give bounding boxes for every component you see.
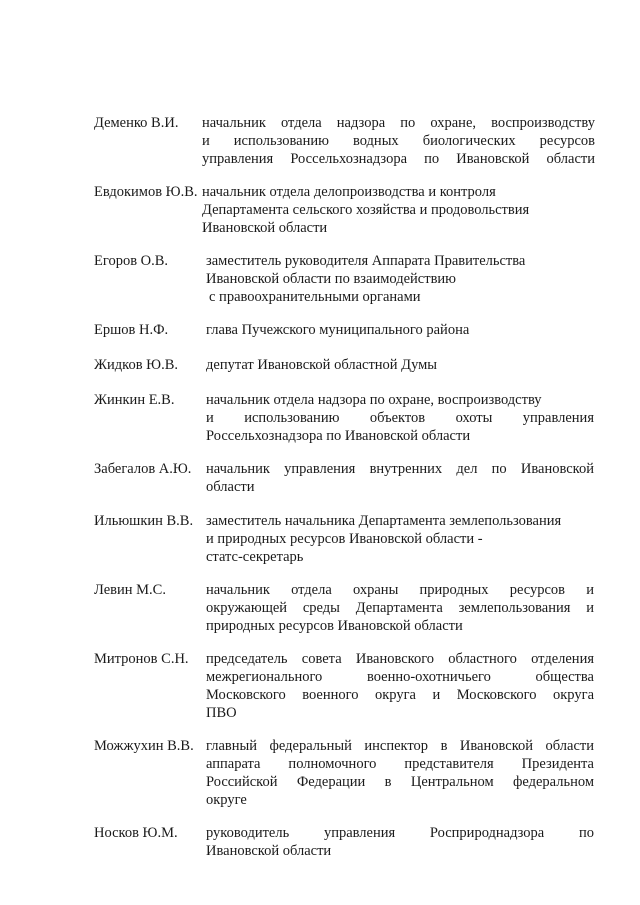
list-item [94, 650, 594, 724]
list-item [94, 356, 594, 376]
position-line: заместитель начальника Департамента землепользования [206, 513, 562, 529]
list-item [94, 737, 594, 811]
position-line: начальник отдела надзора по охране, воспроизводству [206, 392, 542, 408]
position-line: и использованию водных биологических ресурсов [202, 133, 595, 149]
list-item [94, 252, 594, 308]
position-line: председатель совета Ивановского областного отделения [206, 651, 594, 667]
position-line: Московского военного округа и Московского округа [206, 687, 594, 703]
person-name: Можжухин В.В. [94, 738, 194, 754]
position-line: ПВО [206, 705, 237, 721]
person-position [206, 581, 594, 635]
position-line: Департамента сельского хозяйства и продовольствия [202, 202, 530, 218]
position-line: начальник отдела делопроизводства и контроля [202, 184, 496, 200]
position-line: окружающей среды Департамента землепользования и [206, 600, 594, 616]
person-name: Забегалов А.Ю. [94, 461, 192, 477]
position-line: начальник управления внутренних дел по Ивановской [206, 461, 594, 477]
person-position [206, 391, 594, 445]
position-line: депутат Ивановской областной Думы [206, 357, 438, 373]
person-name: Егоров О.В. [94, 253, 169, 269]
position-line: Ивановской области [206, 843, 332, 859]
person-name: Носков Ю.М. [94, 825, 178, 841]
list-item [94, 824, 594, 862]
person-position [206, 512, 594, 566]
position-line: округе [206, 792, 247, 808]
list-item [94, 581, 594, 637]
person-position [206, 252, 586, 306]
position-line: глава Пучежского муниципального района [206, 322, 470, 338]
person-position [206, 737, 594, 809]
position-line: аппарата полномочного представителя Президента [206, 756, 594, 772]
position-line: Россельхознадзора по Ивановской области [206, 428, 471, 444]
list-item [94, 183, 594, 239]
position-line: руководитель управления Росприроднадзора по [206, 825, 594, 841]
person-position [202, 114, 595, 168]
person-name: Ильюшкин В.В. [94, 513, 194, 529]
person-position [206, 356, 586, 374]
list-item [94, 391, 594, 447]
person-name: Евдокимов Ю.В. [94, 184, 198, 200]
position-line: заместитель руководителя Аппарата Правительства [206, 253, 526, 269]
position-line: статс-секретарь [206, 549, 304, 565]
person-name: Деменко В.И. [94, 115, 179, 131]
position-line: управления Россельхознадзора по Ивановской области [202, 151, 595, 167]
person-position [206, 824, 594, 860]
position-line: с правоохранительными органами [209, 289, 421, 305]
person-position [206, 460, 594, 496]
person-name: Левин М.С. [94, 582, 166, 598]
list-item [94, 114, 594, 170]
list-item [94, 460, 594, 498]
position-line: области [206, 479, 255, 495]
person-name: Жинкин Е.В. [94, 392, 175, 408]
position-line: Ивановской области по взаимодействию [206, 271, 457, 287]
person-name: Ершов Н.Ф. [94, 322, 169, 338]
person-position [206, 650, 594, 722]
list-item [94, 321, 594, 341]
position-line: межрегионального военно-охотничьего общества [206, 669, 594, 685]
position-line: и использованию объектов охоты управления [206, 410, 594, 426]
position-line: главный федеральный инспектор в Ивановской области [206, 738, 594, 754]
position-line: и природных ресурсов Ивановской области - [206, 531, 483, 547]
person-name: Жидков Ю.В. [94, 357, 178, 373]
position-line: начальник отдела надзора по охране, воспроизводству [202, 115, 595, 131]
person-position [202, 183, 595, 237]
person-position [206, 321, 586, 339]
position-line: Ивановской области [202, 220, 328, 236]
position-line: природных ресурсов Ивановской области [206, 618, 463, 634]
person-name: Митронов С.Н. [94, 651, 189, 667]
list-item [94, 512, 594, 568]
position-line: начальник отдела охраны природных ресурсов и [206, 582, 594, 598]
position-line: Российской Федерации в Центральном федеральном [206, 774, 594, 790]
